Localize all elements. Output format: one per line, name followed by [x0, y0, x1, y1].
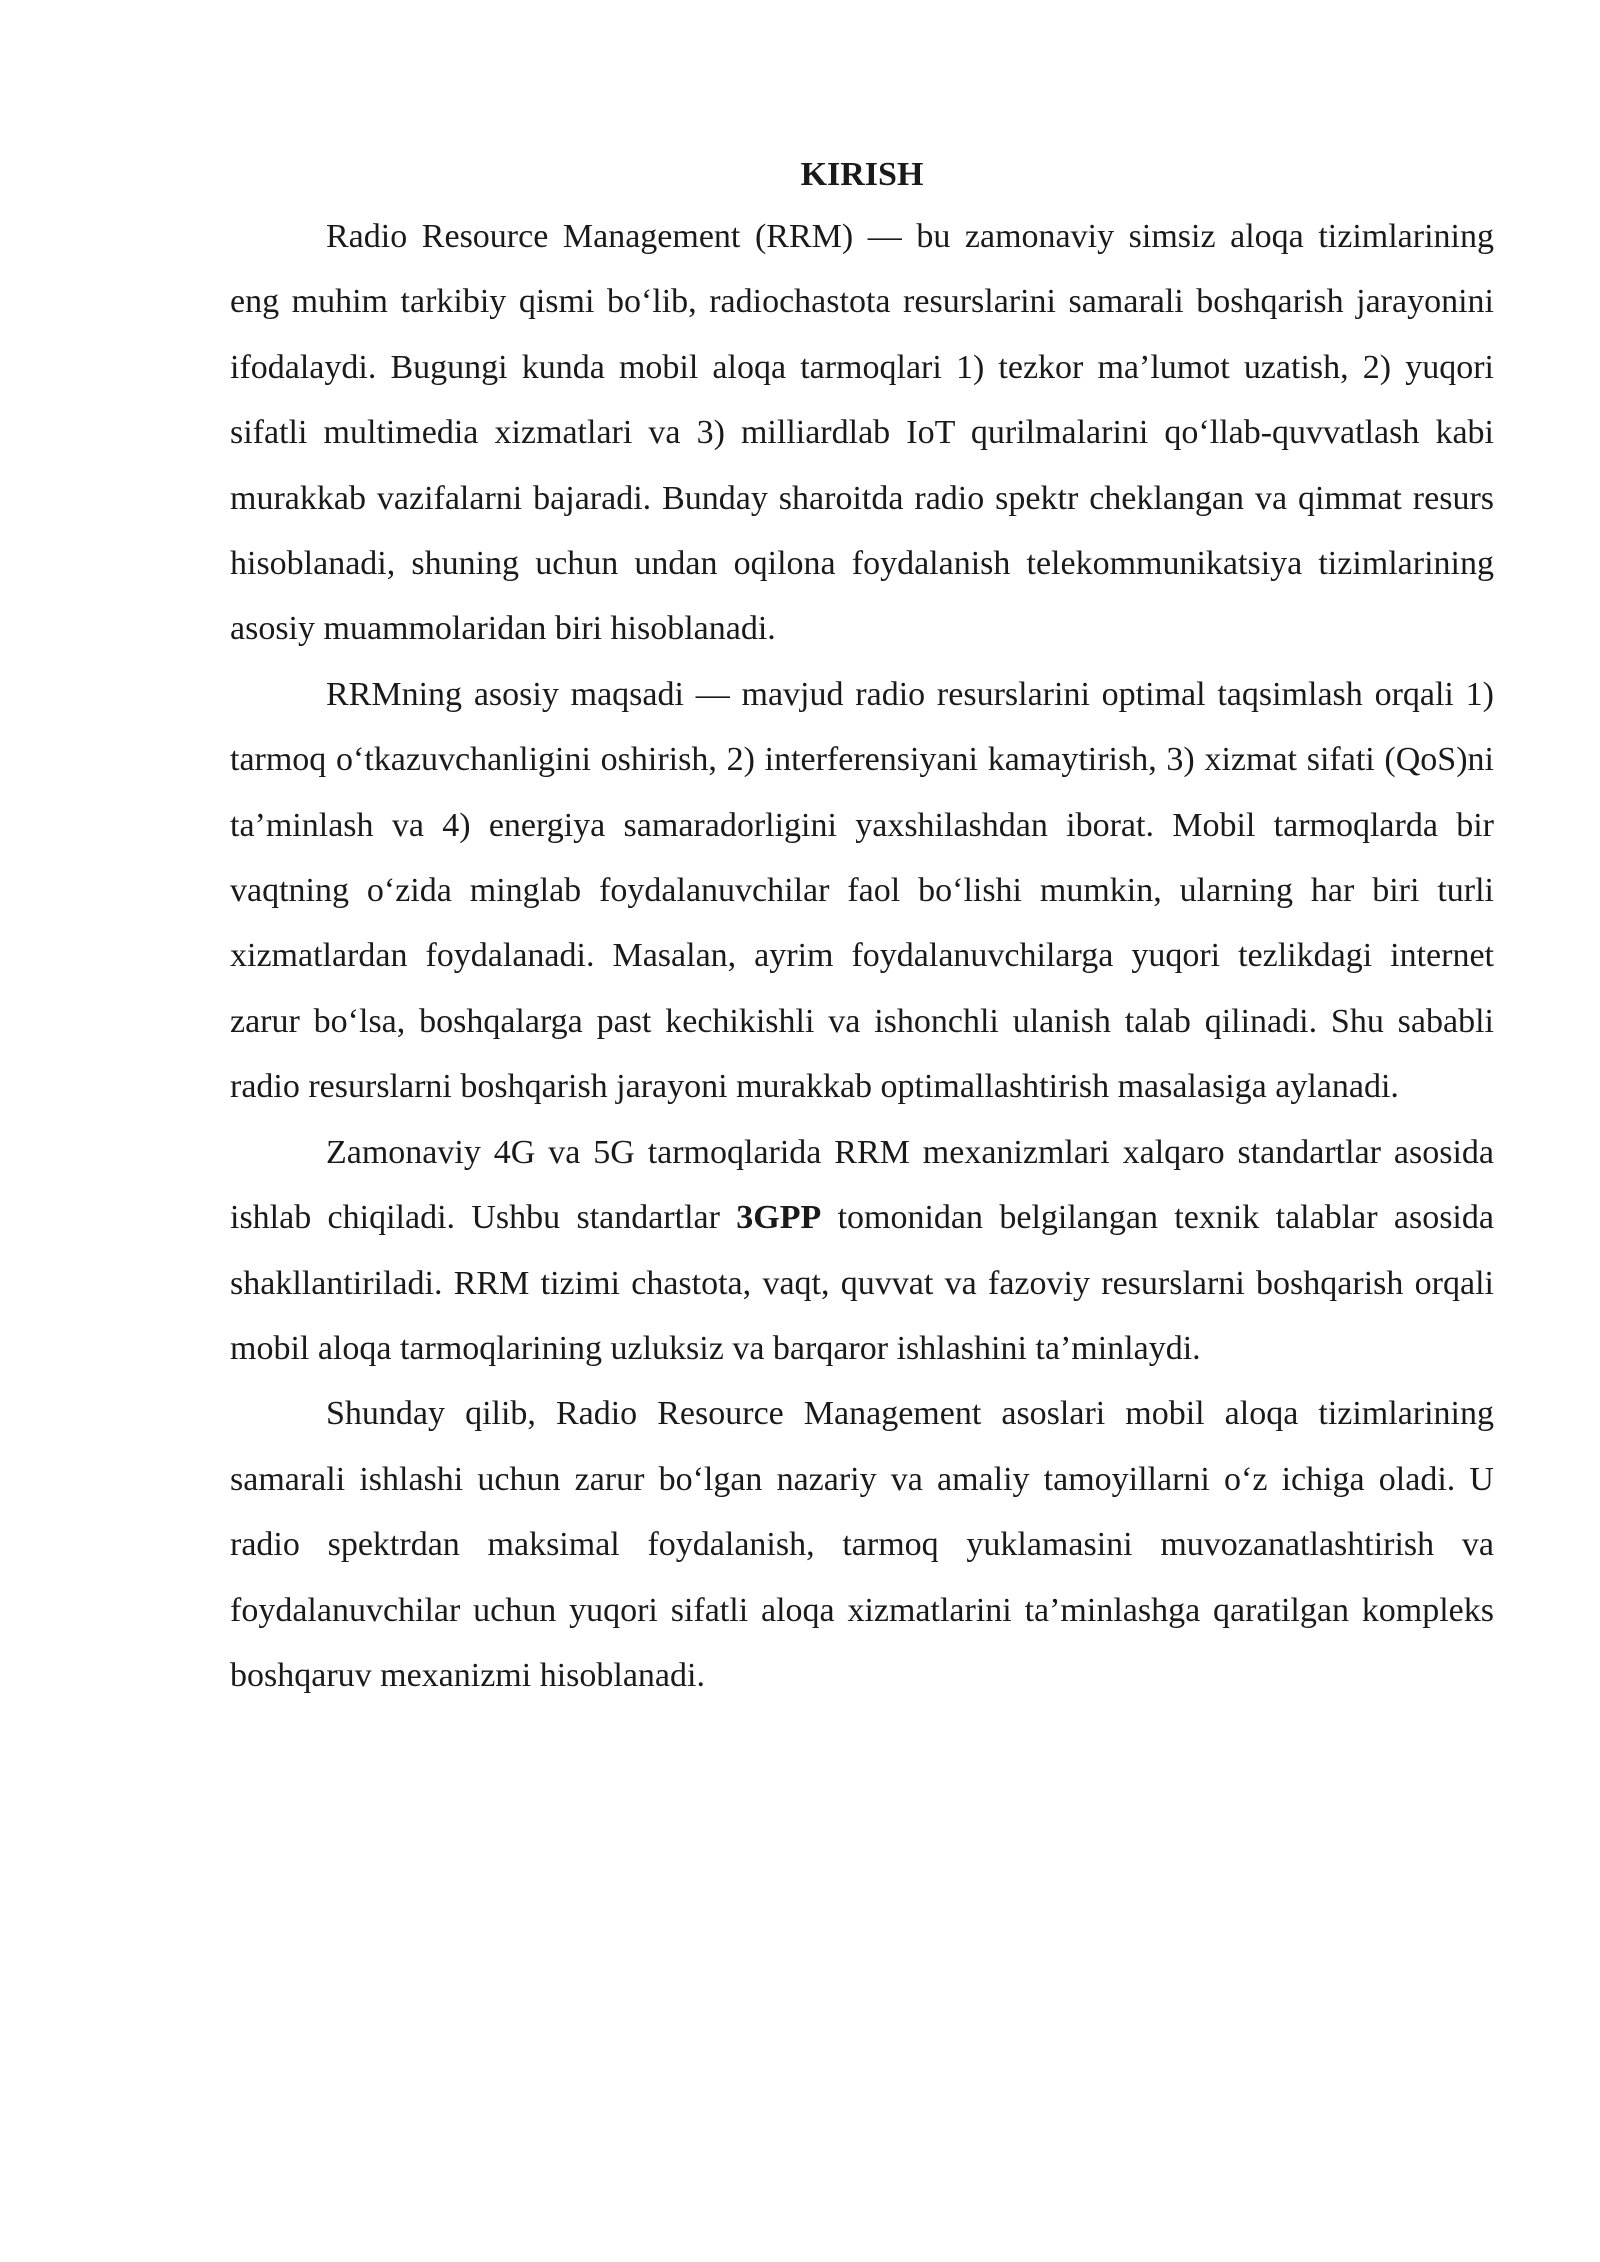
paragraph-1: Radio Resource Management (RRM) — bu zamonaviy simsiz aloqa tizimlarining eng muhim tarkibiy qismi bo‘lib, radiochastota resurslarini samarali boshqarish jarayonini ifodalaydi. Bugungi kunda mobil aloqa tarmoqlari 1) tezkor ma’lumot uzatish, 2) yuqori sifatli multimedia xizmatlari va 3) milliardlab IoT qurilmalarini qo‘llab-quvvatlash kabi murakkab vazifalarni bajaradi. Bunday sharoitda radio spektr cheklangan va qimmat resurs hisoblanadi, shuning uchun undan oqilona foydalanish telekommunikatsiya tizimlarining asosiy muammolaridan biri hisoblanadi. [230, 218, 1494, 648]
standard-name-bold: 3GPP [736, 1199, 822, 1237]
paragraph-4: Shunday qilib, Radio Resource Management asoslari mobil aloqa tizimlarining samarali ishlashi uchun zarur bo‘lgan nazariy va amaliy tamoyillarni o‘z ichiga oladi. U radio spektrdan maksimal foydalanish, tarmoq yuklamasini muvozanatlashtirish va foydalanuvchilar uchun yuqori sifatli aloqa xizmatlarini ta’minlashga qaratilgan kompleks boshqaruv mexanizmi hisoblanadi. [230, 1395, 1494, 1694]
paragraph-3-text-start: Zamonaviy 4G va 5G tarmoqlarida RRM mexanizmlari xalqaro standartlar asosida ishlab chiqiladi. Ushbu standartlar [230, 1133, 1494, 1237]
page-title: KIRISH [800, 156, 924, 193]
paragraph-2: RRMning asosiy maqsadi — mavjud radio resurslarini optimal taqsimlash orqali 1) tarmoq o‘tkazuvchanligini oshirish, 2) interferensiyani kamaytirish, 3) xizmat sifati (QoS)ni ta’minlash va 4) energiya samaradorligini yaxshilashdan iborat. Mobil tarmoqlarda bir vaqtning o‘zida minglab foydalanuvchilar faol bo‘lishi mumkin, ularning har biri turli xizmatlardan foydalanadi. Masalan, ayrim foydalanuvchilarga yuqori tezlikdagi internet zarur bo‘lsa, boshqalarga past kechikishli va ishonchli ulanish talab qilinadi. Shu sababli radio resurslarni boshqarish jarayoni murakkab optimallashtirish masalasiga aylanadi. [230, 675, 1494, 1106]
document-body [230, 146, 1494, 1708]
paragraph-3 [230, 1120, 1494, 1382]
paragraph-3-text-end: tomonidan belgilangan texnik talablar asosida shakllantiriladi. RRM tizimi chastota, vaqt, quvvat va fazoviy resurslarni boshqarish orqali mobil aloqa tarmoqlarining uzluksiz va barqaror ishlashini ta’minlaydi. [230, 1199, 1494, 1367]
